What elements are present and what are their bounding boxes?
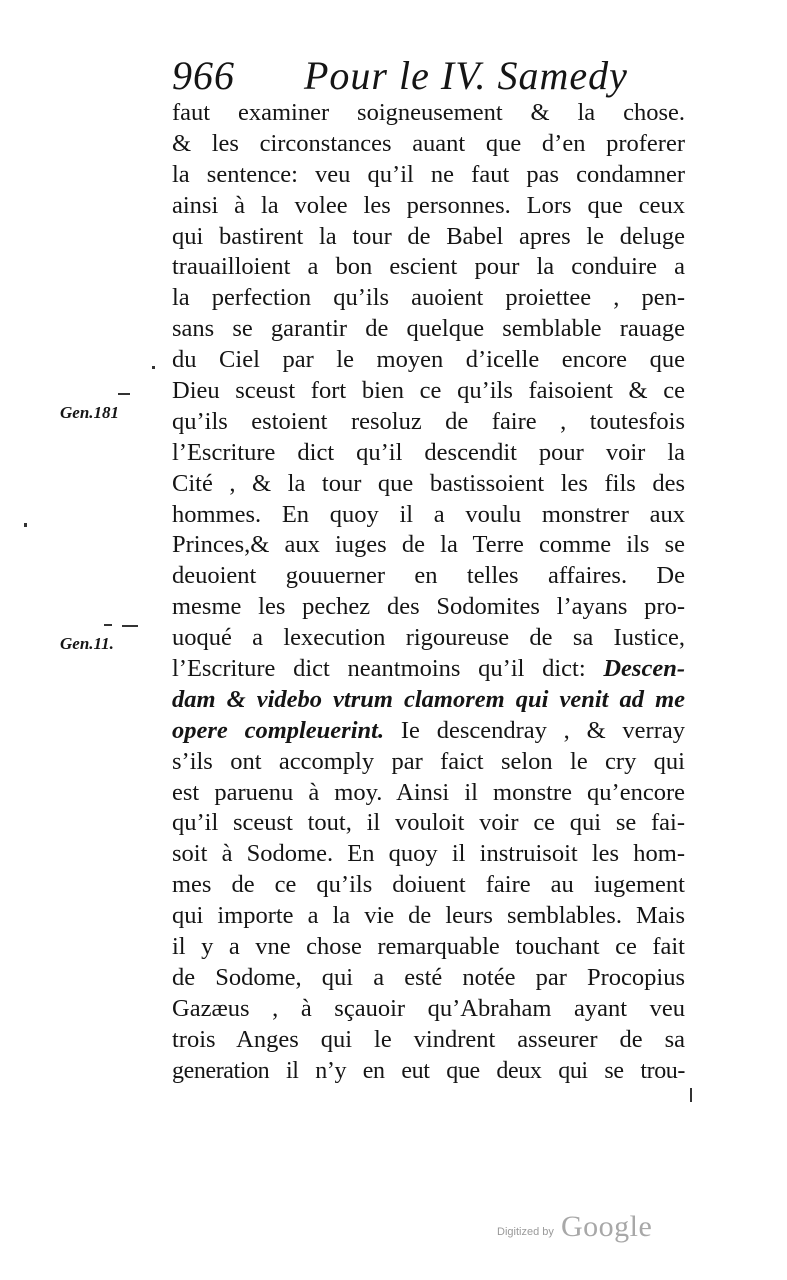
text-line: de Sodome, qui a esté notée par Procopius: [172, 963, 685, 991]
digitized-by-label: Digitized by: [497, 1226, 554, 1238]
line-segment: l’Escriture dict neantmoins qu’il dict:: [172, 655, 586, 683]
text-line: il y a vne chose remarquable touchant ce fait: [172, 933, 685, 961]
text-line: soit à Sodome. En quoy il instruisoit les hom-: [172, 840, 685, 868]
text-line: [172, 654, 685, 685]
line-segment: Ie descendray , & verray: [384, 716, 685, 744]
text-line: & les circonstances auant que d’en proferer: [172, 129, 685, 157]
page-number: 966: [172, 53, 235, 98]
ink-mark: [24, 523, 27, 527]
text-line: mesme les pechez des Sodomites l’ayans pro-: [172, 593, 685, 621]
text-line: l’Escriture dict qu’il descendit pour voir la: [172, 438, 685, 466]
text-line: mes de ce qu’ils doiuent faire au iugement: [172, 871, 685, 899]
text-line: la perfection qu’ils auoient proiettee , pen-: [172, 284, 685, 312]
latin-quote-start: Descen-: [585, 655, 685, 683]
text-line: [172, 716, 685, 747]
text-line: hommes. En quoy il a voulu monstrer aux: [172, 500, 685, 528]
body-text: [172, 98, 685, 1087]
ink-mark: [118, 393, 130, 395]
margin-note-genesis-11: Gen.11.: [60, 634, 114, 653]
text-line: qu’ils estoient resoluz de faire , toutesfois: [172, 407, 685, 435]
text-line: la sentence: veu qu’il ne faut pas condamner: [172, 160, 685, 188]
text-line: trois Anges qui le vindrent asseurer de sa: [172, 1025, 685, 1053]
text-line: faut examiner soigneusement & la chose.: [172, 99, 685, 126]
text-line-latin-quote: dam & videbo vtrum clamorem qui venit ad me: [172, 685, 685, 713]
margin-note-genesis-18: Gen.181: [60, 403, 120, 422]
latin-quote-end: opere compleuerint.: [172, 716, 385, 744]
text-line: ainsi à la volee les personnes. Lors que ceux: [172, 191, 685, 219]
text-line: trauailloient a bon escient pour la conduire a: [172, 253, 685, 281]
text-line: uoqué a lexecution rigoureuse de sa Iustice,: [172, 624, 685, 652]
text-line: s’ils ont accomply par faict selon le cry qui: [172, 747, 685, 775]
ink-mark: [690, 1088, 692, 1102]
text-line: Dieu sceust fort bien ce qu’ils faisoient & ce: [172, 377, 685, 405]
text-line: Princes,& aux iuges de la Terre comme ils se: [172, 531, 685, 559]
ink-mark: [152, 366, 155, 369]
text-line: qu’il sceust tout, il vouloit voir ce qui se fai-: [172, 809, 685, 837]
running-head: Pour le IV. Samedy: [304, 53, 628, 98]
google-watermark: Google: [561, 1210, 653, 1243]
text-line: est paruenu à moy. Ainsi il monstre qu’encore: [172, 778, 685, 806]
page-header: [172, 52, 692, 102]
ink-mark: [104, 624, 112, 626]
text-line: qui bastirent la tour de Babel apres le deluge: [172, 222, 685, 250]
text-line: sans se garantir de quelque semblable rauage: [172, 315, 685, 343]
text-line: qui importe a la vie de leurs semblables. Mais: [172, 902, 685, 930]
text-line: Cité , & la tour que bastissoient les fils des: [172, 469, 685, 497]
text-line: Gazæus , à sçauoir qu’Abraham ayant veu: [172, 994, 685, 1022]
text-line: du Ciel par le moyen d’icelle encore que: [172, 346, 685, 374]
ink-mark: [122, 625, 138, 627]
text-line: generation il n’y en eut que deux qui se trou-: [172, 1057, 685, 1084]
text-line: deuoient gouuerner en telles affaires. De: [172, 562, 685, 590]
